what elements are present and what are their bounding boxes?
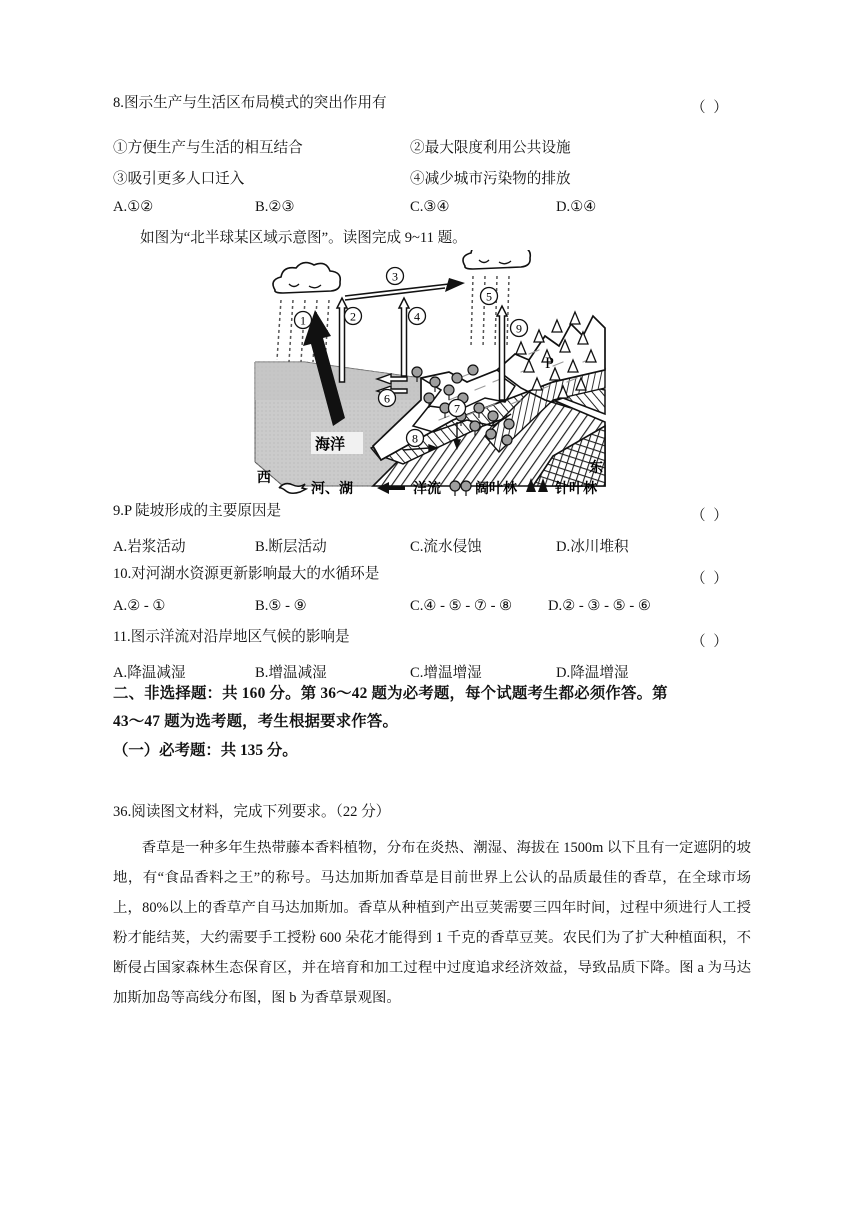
question-10-option-b[interactable]: B.⑤ - ⑨ [255,598,307,614]
question-8-option-c[interactable]: C.③④ [410,199,450,215]
legend-label-coniferous: 针叶林 [555,481,597,497]
marker-8: 8 [412,431,418,446]
figure-ocean-label: 海洋 [315,435,346,453]
question-8-option-d[interactable]: D.①④ [556,199,597,215]
question-8-subitem-2: ②最大限度利用公共设施 [410,140,571,156]
question-8-stem: 8.图示生产与生活区布局模式的突出作用有 [113,95,387,111]
broadleaf-forest-icon [450,481,471,496]
question-8-option-a[interactable]: A.①② [113,199,154,215]
figure-intro-text: 如图为“北半球某区域示意图”。读图完成 9~11 题。 [140,230,467,246]
question-9-option-b[interactable]: B.断层活动 [255,539,327,555]
question-11-option-a[interactable]: A.降温减湿 [113,665,186,681]
question-10-option-d[interactable]: D.② - ③ - ⑤ - ⑥ [548,598,651,614]
marker-9: 9 [516,321,522,336]
question-9-option-a[interactable]: A.岩浆活动 [113,539,186,555]
marker-7: 7 [454,401,460,416]
question-10-answer-bracket[interactable]: （ ） [691,571,730,587]
figure-west-label: 西 [257,470,271,486]
question-11-option-d[interactable]: D.降温增湿 [556,665,629,681]
legend-label-ocean-current: 洋流 [413,481,441,497]
question-10-option-a[interactable]: A.② - ① [113,598,166,614]
question-8-subitem-4: ④减少城市污染物的排放 [410,171,571,187]
legend-label-river-lake: 河、湖 [311,481,353,497]
cloud-west-icon [273,263,340,293]
coniferous-forest-icon [526,478,548,492]
question-8-answer-bracket[interactable]: （ ） [691,100,730,116]
marker-2: 2 [350,309,356,324]
figure-point-p-label: P [545,355,554,372]
marker-3: 3 [392,269,398,284]
marker-4: 4 [414,309,420,324]
question-11-option-c[interactable]: C.增温增湿 [410,665,482,681]
question-11-stem: 11.图示洋流对沿岸地区气候的影响是 [113,629,350,645]
question-11-answer-bracket[interactable]: （ ） [691,634,730,650]
problem-36-stem: 36.阅读图文材料，完成下列要求。（22 分） [113,804,391,820]
legend-label-broadleaf: 阔叶林 [475,481,517,497]
question-8-subitem-3: ③吸引更多人口迁入 [113,171,245,187]
section-heading-line-2: 43～47 题为选考题，考生根据要求作答。 [113,713,399,730]
marker-5: 5 [486,289,492,304]
marker-1: 1 [300,313,306,328]
section-heading-line-1: 二、非选择题：共 160 分。第 36～42 题为必考题，每个试题考生都必须作答。第 [113,685,668,702]
question-10-option-c[interactable]: C.④ - ⑤ - ⑦ - ⑧ [410,598,513,614]
river-lake-icon [279,484,306,494]
problem-36-body: 香草是一种多年生热带藤本香料植物，分布在炎热、潮湿、海拔在 1500m 以下且有一定遮阴的坡地，有“食品香料之王”的称号。马达加斯加香草是目前世界上公认的品质最佳的香草，在全球市场上，80%以上的香草产自马达加斯加。香草从种植到产出豆荚需要三四年时间，过程中须进行人工授粉才能结荚，大约需要手工授粉 600 朵花才能得到 1 千克的香草豆荚。农民们为了扩大种植面积，不断侵占国家森林生态保育区，并在培育和加工过程中过度追求经济效益，导致品质下降。图 a 为马达加斯加岛等高线分布图，图 b 为香草景观图。 [113,840,751,1006]
question-9-option-d[interactable]: D.冰川堆积 [556,539,629,555]
figure-east-label: 东 [589,460,603,476]
region-schematic-figure [253,250,607,498]
question-8-option-b[interactable]: B.②③ [255,199,295,215]
ocean-current-icon [377,482,405,494]
vapour-transport-arrow [345,278,465,300]
question-9-answer-bracket[interactable]: （ ） [691,508,730,524]
question-8-subitem-1: ①方便生产与生活的相互结合 [113,140,303,156]
section-subheading: （一）必考题：共 135 分。 [113,742,298,759]
question-10-stem: 10.对河湖水资源更新影响最大的水循环是 [113,566,380,582]
question-9-stem: 9.P 陡坡形成的主要原因是 [113,503,282,519]
marker-6: 6 [384,391,390,406]
question-9-option-c[interactable]: C.流水侵蚀 [410,539,482,555]
figure-legend [255,476,605,498]
question-11-option-b[interactable]: B.增温减湿 [255,665,327,681]
cloud-east-icon [463,250,530,269]
